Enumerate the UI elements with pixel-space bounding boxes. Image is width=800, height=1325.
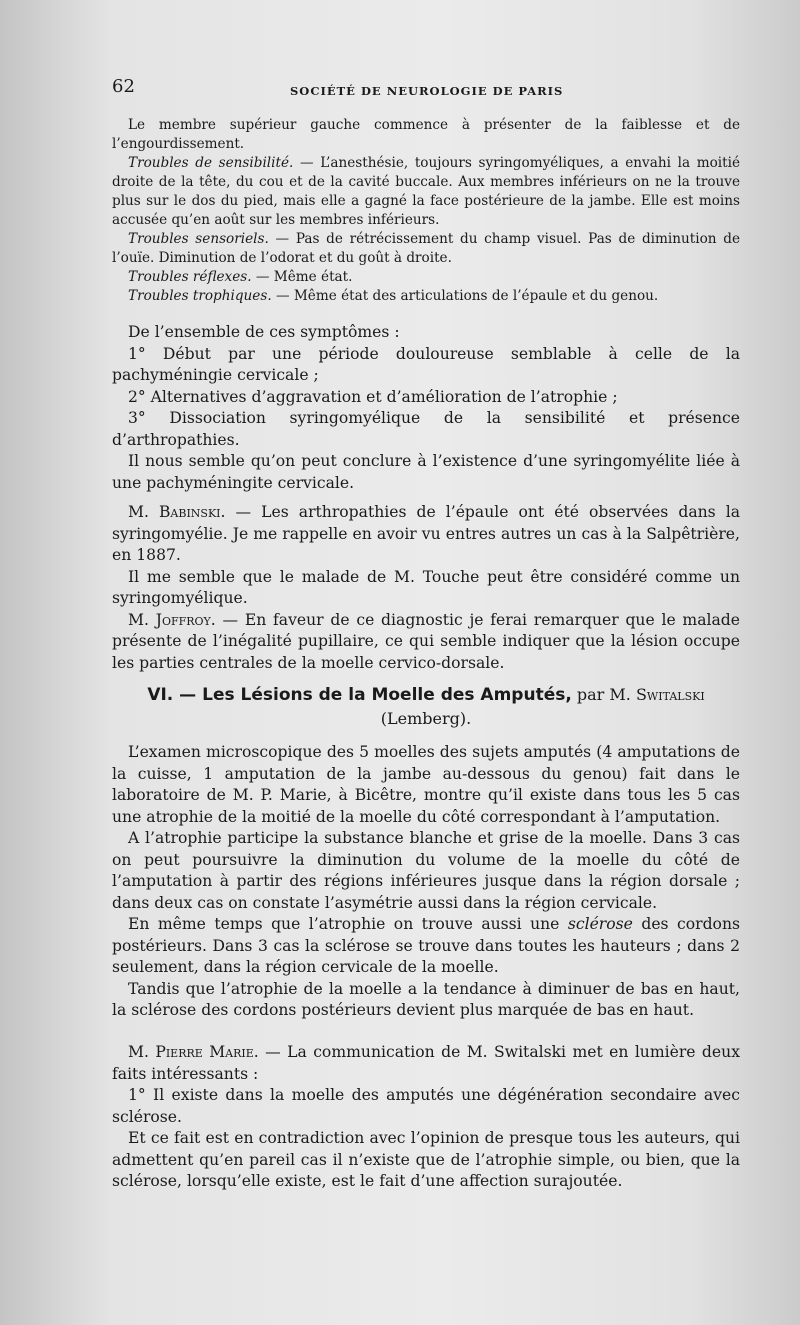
paragraph-marie: M. Pierre Marie. — La communication de M. Switalski met en lumière deux faits intéressants : xyxy=(112,1043,740,1083)
speaker-babinski: Babinski xyxy=(158,503,221,521)
marie-item-1: 1° Il existe dans la moelle des amputés une dégénération secondaire avec sclérose. xyxy=(112,1086,740,1126)
page-header xyxy=(112,76,752,106)
conclusion-final: Il nous semble qu’on peut conclure à l’existence d’une syringomyélite liée à une pachyméningite cervicale. xyxy=(112,452,740,492)
conclusion-intro: De l’ensemble de ces symptômes : xyxy=(128,323,400,341)
speaker-joffroy: Joffroy xyxy=(155,610,211,629)
text-sensoriels: Pas de rétrécissement du champ visuel. Pas de diminution de l’ouïe. Diminution de l’odorat et du goût à droite. xyxy=(112,231,740,266)
page-number: 62 xyxy=(112,76,135,97)
conclusion xyxy=(112,322,740,494)
heading-sensibilite: Troubles de sensibilité. — xyxy=(128,155,314,171)
article-paragraph-3: En même temps que l’atrophie on trouve aussi une sclérose des cordons postérieurs. Dans 3 cas la sclérose se trouve dans toutes les hauteurs ; dans 2 seulement, dans la région cervicale de la moelle. xyxy=(112,915,740,976)
conclusion-item-2: 2° Alternatives d’aggravation et d’amélioration de l’atrophie ; xyxy=(128,387,618,406)
speaker-marie: Pierre Marie xyxy=(155,1043,254,1061)
case-report xyxy=(112,116,740,306)
paragraph-trophiques xyxy=(112,287,740,306)
paragraph-babinski-2: Il me semble que le malade de M. Touche peut être considéré comme un syringomyélique. xyxy=(112,567,740,607)
article-paragraph-2: A l’atrophie participe la substance blanche et grise de la moelle. Dans 3 cas on peut poursuivre la diminution du volume de la moelle du côté de l’amputation à partir des régions inférieures jusque dans la région dorsale ; dans deux cas on constate l’asymétrie aussi dans la région cervicale. xyxy=(112,829,740,912)
heading-trophiques: Troubles trophiques. — xyxy=(128,288,290,304)
conclusion-item-1: 1° Début par une période douloureuse semblable à celle de la pachyméningie cervicale ; xyxy=(112,344,740,384)
article-body xyxy=(112,742,740,1022)
paragraph-sensoriels xyxy=(112,230,740,268)
heading-reflexes: Troubles réflexes. — xyxy=(128,269,270,285)
conclusion-item-3: 3° Dissociation syringomyélique de la sensibilité et présence d’arthropathies. xyxy=(112,409,740,449)
section-place: (Lemberg). xyxy=(380,709,472,728)
text-trophiques: Même état des articulations de l’épaule et du genou. xyxy=(289,288,659,304)
running-head: SOCIÉTÉ DE NEUROLOGIE DE PARIS xyxy=(290,84,564,98)
text-sensibilite: L’anesthésie, toujours syringomyéliques, a envahi la moitié droite de la tête, du cou et de la cavité buccale. Aux membres inférieurs on ne la trouve plus sur le dos du pied, mais elle a gagné la face postérieure de la jambe. Elle est moins accusée qu’en août sur les membres inférieurs. xyxy=(112,155,740,228)
marie-paragraph-2: Et ce fait est en contradiction avec l’opinion de presque tous les auteurs, qui admettent qu’en pareil cas il n’existe que de l’atrophie simple, ou bien, que la sclérose, lorsqu’elle existe, est le fait d’une affection surajoutée. xyxy=(112,1129,740,1190)
paragraph-reflexes xyxy=(112,268,740,287)
heading-sensoriels: Troubles sensoriels. — xyxy=(128,231,290,247)
discussion xyxy=(112,502,740,674)
paragraph-upper-limb: Le membre supérieur gauche commence à présenter de la faiblesse et de l’engourdissement. xyxy=(112,117,740,152)
article-paragraph-1: L’examen microscopique des 5 moelles des sujets amputés (4 amputations de la cuisse, 1 amputation de la jambe au-dessous du genou) fait dans le laboratoire de M. P. Marie, à Bicêtre, montre qu’il existe dans tous les 5 cas une atrophie de la moitié de la moelle du côté correspondant à l’amputation. xyxy=(112,743,740,826)
marie-discussion xyxy=(112,1042,740,1193)
section-title-lead: VI. — Les Lésions de la Moelle des Amputés, xyxy=(147,685,572,705)
section-author: Switalski xyxy=(635,685,705,704)
section-title: VI. — Les Lésions de la Moelle des Amputés, par M. Switalski (Lemberg). xyxy=(112,683,740,731)
paragraph-sensibilite xyxy=(112,154,740,230)
article-paragraph-4: Tandis que l’atrophie de la moelle a la tendance à diminuer de bas en haut, la sclérose des cordons postérieurs devient plus marquée de bas en haut. xyxy=(112,979,740,1019)
paragraph-babinski: M. Babinski. — Les arthropathies de l’épaule ont été observées dans la syringomyélie. Je me rappelle en avoir vu entres autres un cas à la Salpêtrière, en 1887. xyxy=(112,503,740,564)
emphasis-sclerose: sclérose xyxy=(567,915,633,933)
paragraph-joffroy: M. Joffroy. — En faveur de ce diagnostic je ferai remarquer que le malade présente de l’inégalité pupillaire, ce qui semble indiquer que la lésion occupe les parties centrales de la moelle cervico-dorsale. xyxy=(112,610,740,672)
text-reflexes: Même état. xyxy=(269,269,353,285)
